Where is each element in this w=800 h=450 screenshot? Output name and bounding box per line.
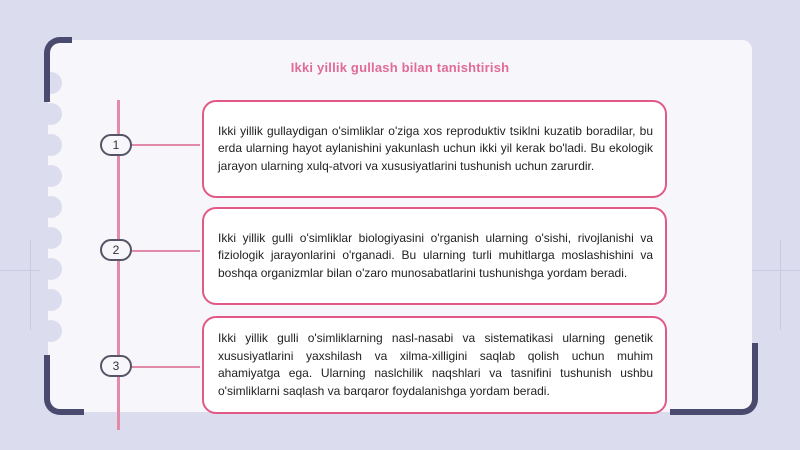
card-notch: [40, 320, 62, 342]
timeline-marker-2: [100, 239, 132, 261]
card-notch: [40, 165, 62, 187]
timeline-connector: [130, 366, 200, 368]
card-notch: [40, 227, 62, 249]
content-box-1: [202, 100, 667, 198]
timeline-connector: [130, 250, 200, 252]
content-text: Ikki yillik gulli o'simliklarning nasl-nasabi va sistematikasi ularning genetik xususiyatlarini yaxshilash va xilma-xilligini saqlab qolish uchun muhim ahamiyatga ega. Ularning naslchilik naqshlari va tasnifini tushunish ushbu o'simliklarni saqlash va barqaror foydalanishga yordam beradi.: [218, 331, 653, 398]
content-text: Ikki yillik gulli o'simliklar biologiyasini o'rganish ularning o'sishi, rivojlanishi va fiziologik jarayonlarini o'rganadi. Bu ularning turli muhitlarga moslashishini va boshqa organizmlar bilan o'zaro munosabatlarini tushunishga yordam beradi.: [218, 230, 653, 280]
marker-number: 3: [112, 359, 120, 373]
content-text: Ikki yillik gullaydigan o'simliklar o'ziga xos reproduktiv tsiklni kuzatib boradilar, bu erda ularning hayot aylanishini yakunlash uchun ikki yil kerak bo'ladi. Bu ekologik jarayon ularning xulq-atvori va xususiyatlarini tushunish uchun zarurdir.: [218, 123, 653, 173]
slide-title: Ikki yillik gullash bilan tanishtirish: [290, 60, 510, 75]
marker-number: 1: [112, 138, 120, 152]
content-box-3: [202, 316, 667, 414]
frame-bracket-bottom-right: [670, 343, 758, 415]
content-box-2: [202, 207, 667, 305]
timeline-marker-3: [100, 355, 132, 377]
card-notch: [40, 258, 62, 280]
background-guide-line: [30, 240, 31, 330]
marker-number: 2: [112, 243, 120, 257]
card-notch: [40, 196, 62, 218]
timeline-connector: [130, 144, 200, 146]
frame-bracket-bottom-left: [44, 355, 84, 415]
card-notch: [40, 289, 62, 311]
card-notch: [40, 134, 62, 156]
card-notch: [40, 103, 62, 125]
background-guide-line: [780, 240, 781, 330]
timeline-marker-1: [100, 134, 132, 156]
